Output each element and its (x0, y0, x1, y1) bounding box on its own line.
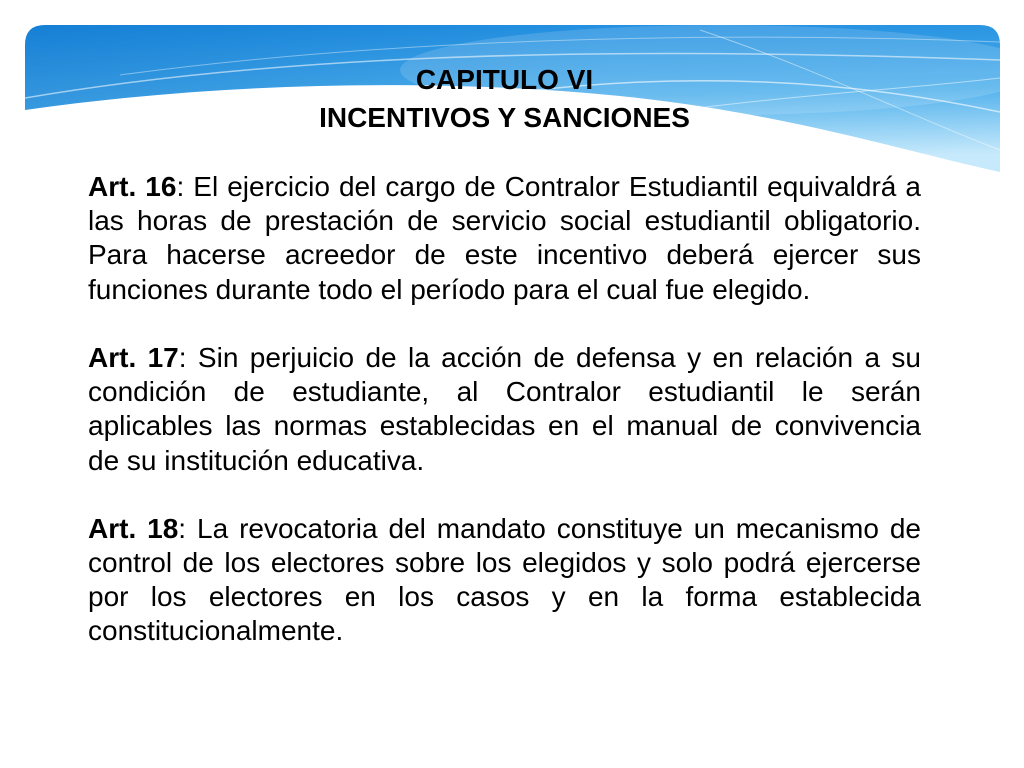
line-text: : Sin perjuicio de la acción de defensa y en relación a su (178, 341, 921, 373)
text-line (88, 273, 921, 307)
article-16 (88, 170, 921, 307)
text-line (88, 341, 921, 375)
text-line (88, 580, 921, 614)
line-text: condición de estudiante, al Contralor estudiantil le serán (88, 376, 921, 408)
chapter-subtitle: INCENTIVOS Y SANCIONES (319, 102, 690, 133)
line-text: aplicables las normas establecidas en el manual de convivencia (88, 410, 921, 442)
line-text: : La revocatoria del mandato constituye un mecanismo de (178, 512, 921, 544)
text-line (88, 204, 921, 238)
text-line (88, 375, 921, 409)
text-line (88, 614, 921, 648)
article-label: Art. 18 (88, 512, 179, 544)
line-text: : El ejercicio del cargo de Contralor Estudiantil equivaldrá a (176, 171, 921, 202)
text-line (88, 546, 921, 580)
line-text: funciones durante todo el período para el cual fue elegido. (88, 273, 811, 305)
line-text: de su institución educativa. (88, 444, 425, 476)
article-17 (88, 341, 921, 478)
line-text: por los electores en los casos y en la forma establecida (88, 581, 921, 613)
article-label: Art. 16 (88, 171, 177, 202)
text-line (88, 238, 921, 272)
chapter-heading: CAPITULO VI (415, 64, 594, 95)
line-text: constitucionalmente. (88, 615, 344, 647)
slide-title (88, 61, 921, 137)
line-text: control de los electores sobre los elegidos y solo podrá ejercerse (88, 547, 921, 579)
slide-body (88, 170, 921, 649)
text-line (88, 170, 921, 204)
text-line (88, 512, 921, 546)
article-label: Art. 17 (88, 341, 179, 373)
text-line (88, 409, 921, 443)
line-text: Para hacerse acreedor de este incentivo deberá ejercer sus (88, 239, 921, 271)
text-line (88, 444, 921, 478)
article-18 (88, 512, 921, 649)
line-text: las horas de prestación de servicio social estudiantil obligatorio. (88, 205, 921, 237)
